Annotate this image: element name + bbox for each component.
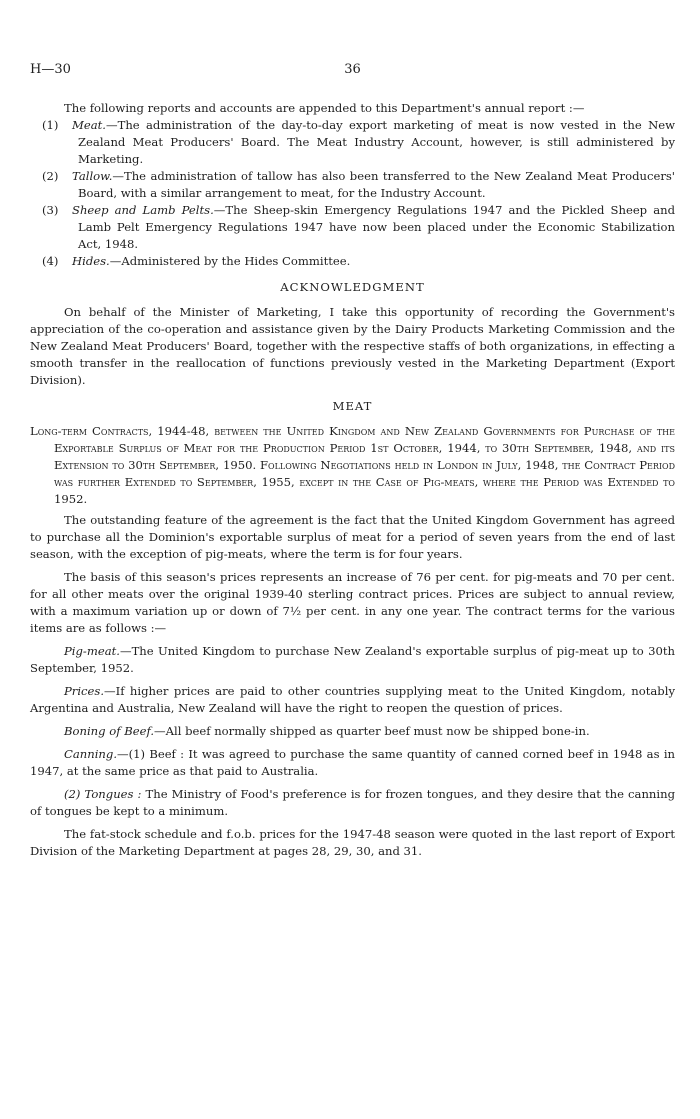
item-canning: Canning.—(1) Beef : It was agreed to purchase the same quantity of canned corned beef in 1948 as in 1947, at the same price as that paid to Australia. <box>30 747 675 778</box>
page-number: 36 <box>344 62 361 77</box>
item-prices: Prices.—If higher prices are paid to other countries supplying meat to the United Kingdom, notably Argentina and Australia, New Zealand will have the right to reopen the question of prices. <box>30 684 675 715</box>
final-paragraph: The fat-stock schedule and f.o.b. prices for the 1947-48 season were quoted in the last report of Export Division of the Marketing Department at pages 28, 29, 30, and 31. <box>30 827 675 858</box>
item-pig-meat: Pig-meat.—The United Kingdom to purchase New Zealand's exportable surplus of pig-meat up to 30th September, 1952. <box>30 644 675 675</box>
acknowledgment-heading: ACKNOWLEDGMENT <box>280 280 425 294</box>
list-item: (2) Tallow.—The administration of tallow has also been transferred to the New Zealand Meat Producers' Board, with a similar arrangement to meat, for the Industry Account. <box>42 169 675 200</box>
page-header <box>30 62 675 82</box>
item-tongues: (2) Tongues : The Ministry of Food's preference is for frozen tongues, and they desire that the canning of tongues be kept to a minimum. <box>30 787 675 818</box>
meat-heading: MEAT <box>332 399 373 413</box>
list-item: (3) Sheep and Lamb Pelts.—The Sheep-skin Emergency Regulations 1947 and the Pickled Sheep and Lamb Pelt Emergency Regulations 1947 have now been placed under the Economic Stabilization Act, 1948. <box>42 203 675 251</box>
item-boning-of-beef: Boning of Beef.—All beef normally shipped as quarter beef must now be shipped bone-in. <box>64 724 590 738</box>
paragraph-prices-basis: The basis of this season's prices represents an increase of 76 per cent. for pig-meats and 70 per cent. for all other meats over the original 1939-40 sterling contract prices. Prices are subject to annual review, with a maximum variation up or down of 7½ per cent. in any one year. The contract terms for the various items are as follows :— <box>30 570 675 635</box>
contract-title: Long-term Contracts, 1944-48, between the United Kingdom and New Zealand Governments for Purchase of the Exportable Surplus of Meat for the Production Period 1st October, 1944, to 30th September, 1948, and its Extension to 30th September, 1950. Following Negotiations held in London in July, 1948, the Contract Period was further Extended to September, 1955, except in the Case of Pig-meats, where the Period was Extended to 1952. <box>30 424 675 506</box>
list-item: (4) Hides.—Administered by the Hides Committee. <box>42 254 351 268</box>
acknowledgment-paragraph: On behalf of the Minister of Marketing, I take this opportunity of recording the Government's appreciation of the co-operation and assistance given by the Dairy Products Marketing Commission and the New Zealand Meat Producers' Board, together with the respective staffs of both organizations, in effecting a smooth transfer in the reallocation of functions previously vested in the Marketing Department (Export Division). <box>30 305 675 387</box>
document-code: H—30 <box>30 62 71 77</box>
reports-list <box>30 117 675 270</box>
list-item: (1) Meat.—The administration of the day-to-day export marketing of meat is now vested in the New Zealand Meat Producers' Board. The Meat Industry Account, however, is still administered by Marketing. <box>42 118 675 166</box>
paragraph-agreement: The outstanding feature of the agreement is the fact that the United Kingdom Government has agreed to purchase all the Dominion's exportable surplus of meat for a period of seven years from the end of last season, with the exception of pig-meats, where the term is for four years. <box>30 513 675 561</box>
intro-paragraph: The following reports and accounts are appended to this Department's annual report :— <box>64 101 585 115</box>
